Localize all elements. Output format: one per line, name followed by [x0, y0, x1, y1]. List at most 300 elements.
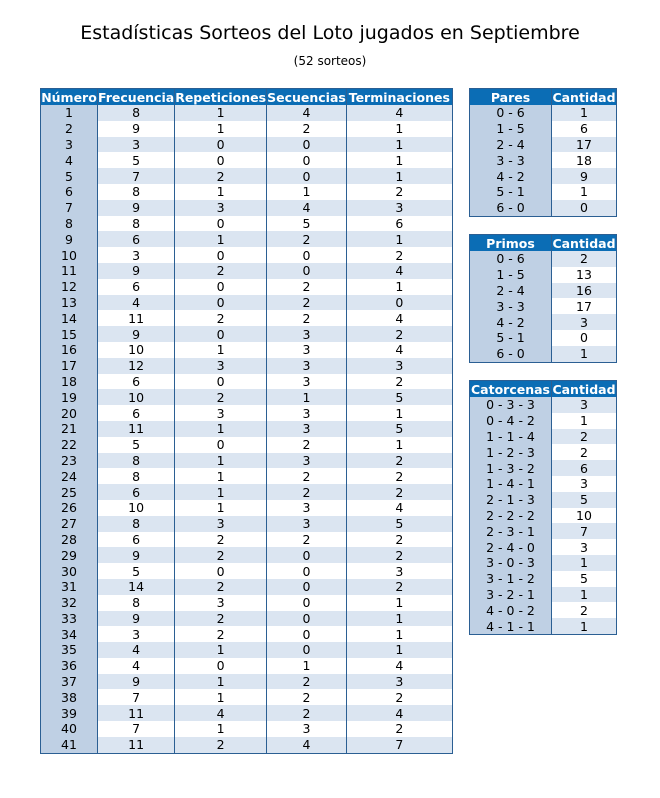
stats-cell: 3: [175, 405, 267, 421]
stats-cell: 9: [98, 200, 175, 216]
stats-cell: 37: [41, 674, 98, 690]
catorcenas-row: [470, 413, 617, 429]
stats-cell: 6: [98, 484, 175, 500]
catorcenas-row: [470, 523, 617, 539]
primos-row: [470, 314, 617, 330]
pares-cell: 1 - 5: [470, 121, 552, 137]
stats-cell: 0: [175, 216, 267, 232]
stats-cell: 39: [41, 705, 98, 721]
stats-cell: 18: [41, 374, 98, 390]
catorcenas-row: [470, 444, 617, 460]
stats-cell: 6: [98, 374, 175, 390]
primos-cell: 3 - 3: [470, 298, 552, 314]
stats-cell: 10: [98, 342, 175, 358]
pares-row: [470, 137, 617, 153]
stats-cell: 3: [175, 595, 267, 611]
stats-cell: 10: [41, 247, 98, 263]
stats-cell: 2: [175, 532, 267, 548]
stats-cell: 3: [267, 326, 347, 342]
stats-cell: 3: [41, 137, 98, 153]
pares-cell: 3 - 3: [470, 152, 552, 168]
stats-cell: 3: [267, 421, 347, 437]
stats-cell: 3: [175, 358, 267, 374]
stats-header-row: [41, 89, 453, 106]
stats-row: [41, 326, 453, 342]
primos-cell: 0: [552, 330, 617, 346]
stats-cell: 0: [267, 563, 347, 579]
primos-row: [470, 298, 617, 314]
stats-cell: 2: [346, 326, 452, 342]
stats-cell: 30: [41, 563, 98, 579]
catorcenas-cell: 4 - 1 - 1: [470, 618, 552, 634]
stats-cell: 2: [175, 737, 267, 753]
stats-header-cell: Terminaciones: [346, 89, 452, 106]
stats-cell: 1: [346, 152, 452, 168]
pares-cell: 1: [552, 184, 617, 200]
stats-cell: 11: [41, 263, 98, 279]
stats-cell: 2: [267, 437, 347, 453]
catorcenas-row: [470, 492, 617, 508]
stats-cell: 40: [41, 721, 98, 737]
stats-cell: 0: [267, 595, 347, 611]
stats-cell: 2: [346, 484, 452, 500]
stats-cell: 0: [267, 152, 347, 168]
stats-cell: 4: [346, 342, 452, 358]
catorcenas-cell: 1: [552, 587, 617, 603]
stats-cell: 4: [346, 658, 452, 674]
stats-cell: 2: [267, 468, 347, 484]
stats-row: [41, 184, 453, 200]
catorcenas-row: [470, 555, 617, 571]
stats-cell: 12: [41, 279, 98, 295]
primos-cell: 16: [552, 283, 617, 299]
catorcenas-cell: 3 - 0 - 3: [470, 555, 552, 571]
stats-cell: 31: [41, 579, 98, 595]
stats-cell: 5: [98, 563, 175, 579]
catorcenas-cell: 3 - 1 - 2: [470, 571, 552, 587]
catorcenas-cell: 3: [552, 539, 617, 555]
stats-cell: 6: [41, 184, 98, 200]
stats-cell: 2: [175, 310, 267, 326]
primos-cell: 2 - 4: [470, 283, 552, 299]
stats-cell: 1: [175, 453, 267, 469]
stats-cell: 2: [267, 121, 347, 137]
stats-row: [41, 658, 453, 674]
stats-cell: 29: [41, 547, 98, 563]
catorcenas-row: [470, 618, 617, 634]
catorcenas-cell: 2 - 1 - 3: [470, 492, 552, 508]
stats-cell: 2: [175, 579, 267, 595]
stats-row: [41, 532, 453, 548]
stats-cell: 11: [98, 310, 175, 326]
stats-cell: 4: [346, 263, 452, 279]
catorcenas-cell: 2: [552, 602, 617, 618]
stats-cell: 1: [346, 121, 452, 137]
stats-row: [41, 216, 453, 232]
primos-cell: 17: [552, 298, 617, 314]
stats-cell: 20: [41, 405, 98, 421]
stats-row: [41, 121, 453, 137]
stats-cell: 0: [267, 137, 347, 153]
stats-cell: 2: [267, 689, 347, 705]
stats-cell: 2: [346, 579, 452, 595]
stats-cell: 10: [98, 500, 175, 516]
stats-row: [41, 689, 453, 705]
catorcenas-cell: 1 - 3 - 2: [470, 460, 552, 476]
stats-row: [41, 231, 453, 247]
pares-cell: 2 - 4: [470, 137, 552, 153]
stats-cell: 1: [175, 689, 267, 705]
pares-row: [470, 184, 617, 200]
stats-cell: 2: [346, 374, 452, 390]
stats-row: [41, 389, 453, 405]
stats-cell: 3: [267, 721, 347, 737]
stats-cell: 1: [346, 437, 452, 453]
stats-cell: 1: [175, 184, 267, 200]
stats-cell: 1: [346, 231, 452, 247]
stats-cell: 36: [41, 658, 98, 674]
stats-row: [41, 342, 453, 358]
stats-cell: 7: [98, 168, 175, 184]
stats-cell: 8: [98, 184, 175, 200]
stats-cell: 0: [175, 247, 267, 263]
stats-cell: 1: [267, 389, 347, 405]
stats-cell: 2: [346, 468, 452, 484]
pares-header-cell: Cantidad: [552, 89, 616, 105]
catorcenas-row: [470, 429, 617, 445]
stats-cell: 38: [41, 689, 98, 705]
catorcenas-table: [469, 380, 617, 635]
stats-cell: 3: [267, 453, 347, 469]
catorcenas-cell: 4 - 0 - 2: [470, 602, 552, 618]
stats-cell: 0: [175, 152, 267, 168]
stats-cell: 11: [98, 705, 175, 721]
primos-table: [469, 234, 617, 363]
page-title: Estadísticas Sorteos del Loto jugados en Septiembre: [80, 22, 580, 44]
pares-table: [469, 88, 617, 217]
stats-cell: 1: [346, 595, 452, 611]
stats-header-cell: Repeticiones: [175, 89, 267, 105]
pares-cell: 0 - 6: [470, 105, 552, 121]
catorcenas-cell: 0 - 4 - 2: [470, 413, 552, 429]
primos-row: [470, 346, 617, 362]
stats-cell: 24: [41, 468, 98, 484]
stats-row: [41, 547, 453, 563]
stats-cell: 13: [41, 295, 98, 311]
stats-cell: 0: [175, 326, 267, 342]
primos-row: [470, 251, 617, 267]
stats-row: [41, 405, 453, 421]
stats-cell: 9: [98, 547, 175, 563]
stats-cell: 1: [175, 421, 267, 437]
catorcenas-row: [470, 571, 617, 587]
primos-cell: 1 - 5: [470, 267, 552, 283]
stats-cell: 22: [41, 437, 98, 453]
catorcenas-header-cell: Cantidad: [552, 381, 616, 397]
stats-cell: 6: [98, 405, 175, 421]
stats-cell: 4: [41, 152, 98, 168]
stats-cell: 2: [175, 263, 267, 279]
stats-cell: 3: [346, 358, 452, 374]
stats-cell: 3: [267, 342, 347, 358]
stats-cell: 2: [346, 247, 452, 263]
stats-cell: 9: [98, 121, 175, 137]
stats-cell: 6: [98, 279, 175, 295]
stats-cell: 25: [41, 484, 98, 500]
catorcenas-row: [470, 602, 617, 618]
stats-cell: 0: [267, 168, 347, 184]
stats-cell: 1: [175, 674, 267, 690]
stats-cell: 33: [41, 611, 98, 627]
stats-row: [41, 516, 453, 532]
stats-cell: 5: [346, 389, 452, 405]
stats-cell: 14: [98, 579, 175, 595]
stats-cell: 3: [98, 247, 175, 263]
stats-cell: 3: [267, 405, 347, 421]
catorcenas-cell: 3 - 2 - 1: [470, 587, 552, 603]
primos-cell: 6 - 0: [470, 346, 552, 362]
stats-cell: 8: [98, 453, 175, 469]
stats-cell: 5: [98, 437, 175, 453]
stats-cell: 7: [98, 721, 175, 737]
stats-row: [41, 674, 453, 690]
stats-cell: 19: [41, 389, 98, 405]
stats-cell: 1: [175, 484, 267, 500]
stats-cell: 2: [41, 121, 98, 137]
primos-cell: 4 - 2: [470, 314, 552, 330]
stats-cell: 2: [346, 532, 452, 548]
stats-cell: 9: [98, 611, 175, 627]
stats-cell: 1: [175, 500, 267, 516]
pares-row: [470, 152, 617, 168]
catorcenas-row: [470, 539, 617, 555]
stats-cell: 1: [175, 721, 267, 737]
catorcenas-cell: 10: [552, 508, 617, 524]
stats-row: [41, 105, 453, 121]
catorcenas-cell: 2: [552, 444, 617, 460]
catorcenas-cell: 1 - 4 - 1: [470, 476, 552, 492]
stats-cell: 1: [346, 279, 452, 295]
stats-cell: 1: [346, 626, 452, 642]
stats-cell: 9: [98, 263, 175, 279]
stats-cell: 9: [98, 674, 175, 690]
stats-header-cell: Número: [41, 89, 97, 105]
catorcenas-cell: 1: [552, 618, 617, 634]
catorcenas-cell: 7: [552, 523, 617, 539]
stats-cell: 5: [41, 168, 98, 184]
catorcenas-cell: 6: [552, 460, 617, 476]
stats-row: [41, 705, 453, 721]
stats-row: [41, 374, 453, 390]
stats-cell: 2: [175, 626, 267, 642]
stats-row: [41, 358, 453, 374]
primos-row: [470, 267, 617, 283]
stats-cell: 10: [98, 389, 175, 405]
stats-cell: 4: [346, 310, 452, 326]
stats-cell: 4: [98, 295, 175, 311]
stats-cell: 1: [346, 642, 452, 658]
stats-row: [41, 500, 453, 516]
stats-row: [41, 310, 453, 326]
stats-cell: 6: [98, 532, 175, 548]
pares-row: [470, 121, 617, 137]
stats-cell: 1: [346, 137, 452, 153]
stats-cell: 8: [98, 595, 175, 611]
stats-cell: 0: [267, 263, 347, 279]
stats-row: [41, 595, 453, 611]
stats-cell: 2: [175, 168, 267, 184]
stats-cell: 3: [346, 674, 452, 690]
primos-row: [470, 283, 617, 299]
stats-cell: 8: [98, 216, 175, 232]
stats-cell: 2: [267, 674, 347, 690]
pares-cell: 5 - 1: [470, 184, 552, 200]
catorcenas-cell: 0 - 3 - 3: [470, 397, 552, 413]
stats-row: [41, 737, 453, 753]
stats-cell: 3: [267, 500, 347, 516]
stats-table: [40, 88, 453, 754]
stats-cell: 4: [346, 705, 452, 721]
stats-cell: 9: [98, 326, 175, 342]
stats-cell: 0: [267, 626, 347, 642]
stats-cell: 14: [41, 310, 98, 326]
catorcenas-cell: 5: [552, 492, 617, 508]
catorcenas-cell: 2 - 2 - 2: [470, 508, 552, 524]
stats-row: [41, 247, 453, 263]
pares-header-cell: Pares: [470, 89, 552, 106]
catorcenas-cell: 1: [552, 555, 617, 571]
stats-cell: 35: [41, 642, 98, 658]
stats-row: [41, 721, 453, 737]
page-subtitle: (52 sorteos): [293, 54, 367, 68]
stats-cell: 2: [346, 184, 452, 200]
stats-cell: 8: [98, 468, 175, 484]
stats-row: [41, 152, 453, 168]
stats-cell: 0: [267, 642, 347, 658]
stats-cell: 2: [346, 721, 452, 737]
stats-cell: 4: [267, 737, 347, 753]
stats-row: [41, 279, 453, 295]
pares-header-row: [470, 89, 617, 106]
stats-cell: 2: [346, 689, 452, 705]
catorcenas-header-row: [470, 381, 617, 398]
pares-cell: 1: [552, 105, 617, 121]
stats-cell: 3: [175, 516, 267, 532]
stats-cell: 1: [346, 405, 452, 421]
catorcenas-cell: 3: [552, 476, 617, 492]
stats-cell: 4: [98, 642, 175, 658]
stats-cell: 8: [98, 105, 175, 121]
pares-row: [470, 200, 617, 216]
stats-cell: 5: [346, 516, 452, 532]
primos-header-row: [470, 235, 617, 252]
primos-cell: 13: [552, 267, 617, 283]
primos-cell: 5 - 1: [470, 330, 552, 346]
stats-cell: 4: [98, 658, 175, 674]
catorcenas-row: [470, 397, 617, 413]
stats-cell: 26: [41, 500, 98, 516]
pares-cell: 6 - 0: [470, 200, 552, 216]
stats-cell: 5: [98, 152, 175, 168]
pares-cell: 4 - 2: [470, 168, 552, 184]
stats-cell: 3: [267, 358, 347, 374]
stats-cell: 4: [267, 200, 347, 216]
catorcenas-cell: 1 - 1 - 4: [470, 429, 552, 445]
primos-cell: 3: [552, 314, 617, 330]
pares-cell: 17: [552, 137, 617, 153]
stats-cell: 3: [267, 374, 347, 390]
stats-cell: 2: [175, 547, 267, 563]
stats-cell: 7: [98, 689, 175, 705]
stats-cell: 1: [175, 468, 267, 484]
stats-cell: 7: [41, 200, 98, 216]
stats-cell: 41: [41, 737, 98, 753]
stats-cell: 11: [98, 421, 175, 437]
stats-cell: 2: [267, 310, 347, 326]
stats-cell: 2: [175, 389, 267, 405]
catorcenas-cell: 1 - 2 - 3: [470, 444, 552, 460]
stats-cell: 3: [346, 563, 452, 579]
stats-cell: 17: [41, 358, 98, 374]
stats-cell: 2: [267, 484, 347, 500]
stats-cell: 2: [267, 279, 347, 295]
stats-cell: 6: [98, 231, 175, 247]
stats-cell: 1: [175, 121, 267, 137]
pares-row: [470, 105, 617, 121]
stats-row: [41, 421, 453, 437]
stats-cell: 1: [175, 231, 267, 247]
stats-cell: 28: [41, 532, 98, 548]
stats-cell: 27: [41, 516, 98, 532]
stats-cell: 15: [41, 326, 98, 342]
stats-cell: 0: [175, 295, 267, 311]
stats-cell: 9: [41, 231, 98, 247]
stats-cell: 0: [267, 247, 347, 263]
stats-row: [41, 168, 453, 184]
stats-cell: 21: [41, 421, 98, 437]
stats-row: [41, 611, 453, 627]
stats-row: [41, 626, 453, 642]
stats-header-cell: Secuencias: [267, 89, 346, 105]
stats-cell: 1: [175, 642, 267, 658]
stats-cell: 23: [41, 453, 98, 469]
stats-cell: 6: [346, 216, 452, 232]
stats-row: [41, 484, 453, 500]
stats-cell: 2: [267, 532, 347, 548]
stats-row: [41, 200, 453, 216]
catorcenas-cell: 2 - 4 - 0: [470, 539, 552, 555]
stats-cell: 0: [267, 611, 347, 627]
stats-cell: 0: [267, 579, 347, 595]
stats-cell: 0: [175, 658, 267, 674]
catorcenas-cell: 2 - 3 - 1: [470, 523, 552, 539]
primos-cell: 2: [552, 251, 617, 267]
stats-cell: 3: [98, 137, 175, 153]
stats-cell: 2: [267, 231, 347, 247]
catorcenas-row: [470, 587, 617, 603]
stats-cell: 1: [267, 184, 347, 200]
stats-cell: 4: [346, 105, 452, 121]
catorcenas-row: [470, 476, 617, 492]
stats-cell: 32: [41, 595, 98, 611]
stats-cell: 5: [346, 421, 452, 437]
stats-cell: 2: [267, 705, 347, 721]
stats-cell: 5: [267, 216, 347, 232]
stats-cell: 1: [346, 611, 452, 627]
stats-cell: 1: [175, 342, 267, 358]
stats-cell: 0: [175, 437, 267, 453]
stats-row: [41, 453, 453, 469]
